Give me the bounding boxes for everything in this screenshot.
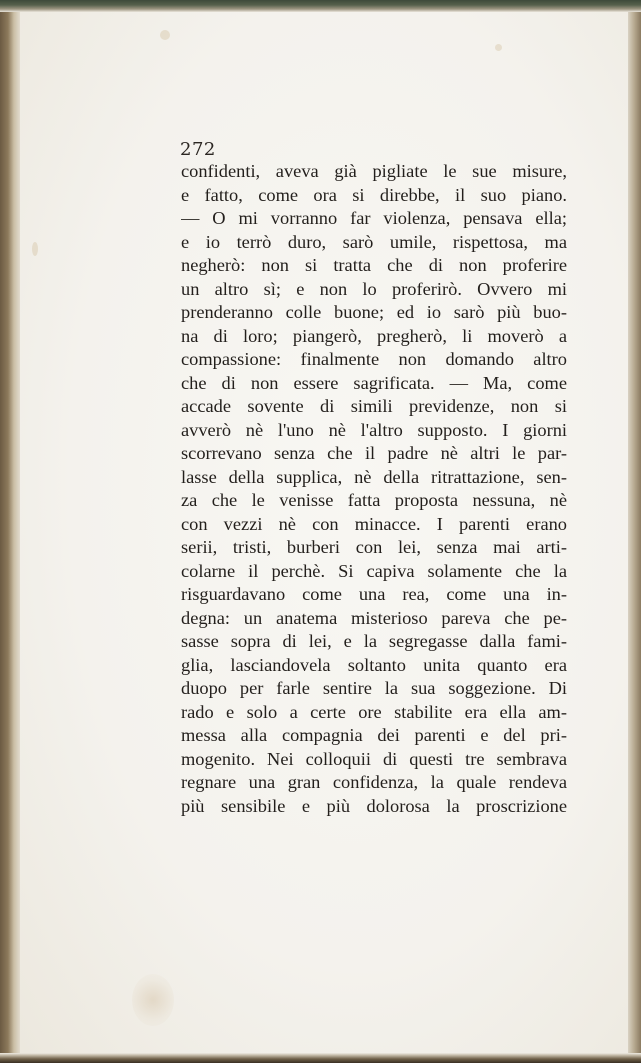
text-line: con vezzi nè con minacce. I parenti erano (181, 513, 567, 534)
text-line: e fatto, come ora si direbbe, il suo piano. (181, 184, 567, 205)
foxing-spot (160, 30, 170, 40)
book-cover-bottom-edge (0, 1053, 641, 1063)
text-line: colarne il perchè. Si capiva solamente che la (181, 560, 567, 581)
text-line: — O mi vorranno far violenza, pensava ella; (181, 208, 567, 228)
text-line: più sensibile e più dolorosa la proscrizione (181, 795, 567, 816)
text-line: mogenito. Nei colloquii di questi tre sembrava (181, 748, 567, 769)
text-line: serii, tristi, burberi con lei, senza mai arti- (181, 537, 567, 557)
foxing-spot (495, 44, 502, 51)
text-line: negherò: non si tratta che di non proferire (181, 255, 567, 275)
text-line: confidenti, aveva già pigliate le sue misure, (181, 161, 567, 181)
text-line: regnare una gran confidenza, la quale rendeva (181, 772, 567, 792)
text-line: che di non essere sagrificata. — Ma, come (181, 372, 567, 393)
text-line: za che le venisse fatta proposta nessuna, nè (181, 490, 567, 510)
text-line: messa alla compagnia dei parenti e del pri- (181, 725, 567, 745)
text-line: accade sovente di simili previdenze, non si (181, 396, 567, 416)
foxing-spot (32, 242, 38, 256)
text-line: sasse sopra di lei, e la segregasse dalla fami- (181, 631, 567, 651)
text-line: avverò nè l'uno nè l'altro supposto. I giorni (181, 419, 567, 440)
text-line: compassione: finalmente non domando altro (181, 349, 567, 369)
text-line: scorrevano senza che il padre nè altri le par- (181, 443, 567, 463)
text-line: un altro sì; e non lo proferirò. Ovvero mi (181, 278, 567, 299)
text-line: glia, lasciandovela soltanto unita quanto era (181, 654, 567, 675)
text-line: rado e solo a certe ore stabilite era ella am- (181, 701, 567, 722)
text-line: prenderanno colle buone; ed io sarò più buo- (181, 302, 567, 322)
text-line: lasse della supplica, nè della ritrattazione, sen- (181, 466, 567, 487)
text-line: e io terrò duro, sarò umile, rispettosa, ma (181, 231, 567, 252)
body-text (181, 160, 567, 818)
page-number: 272 (180, 139, 216, 160)
text-line: risguardavano come una rea, come una in- (181, 584, 567, 604)
text-line: duopo per farle sentire la sua soggezione. Di (181, 678, 567, 698)
text-line: degna: un anatema misterioso pareva che pe- (181, 607, 567, 628)
paper-stain (132, 974, 174, 1026)
text-line: na di loro; piangerò, pregherò, li moverò a (181, 325, 567, 346)
book-cover-top-edge (0, 0, 641, 12)
